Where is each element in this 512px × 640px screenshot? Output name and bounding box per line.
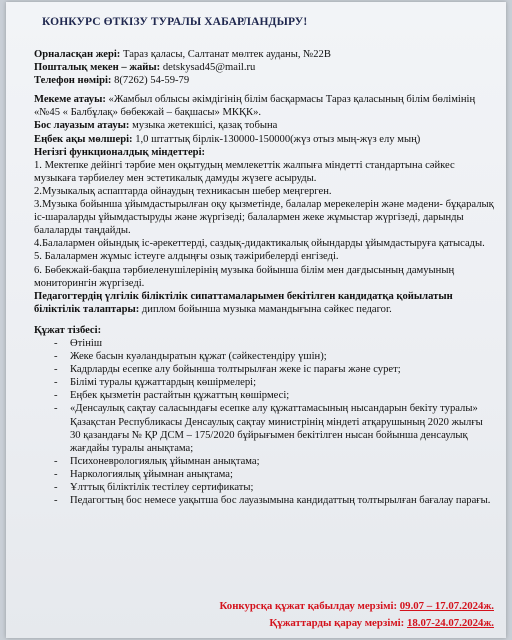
submission-deadline-label: Конкурсқа құжат қабылдау мерзімі: bbox=[219, 600, 398, 612]
doc-item: - Кадрларды есепке алу бойынша толтырылған жеке іс парағы және сурет; bbox=[54, 363, 494, 376]
phone-line bbox=[34, 74, 494, 87]
location-label: Орналасқан жері: bbox=[34, 49, 121, 60]
postal-line bbox=[34, 61, 494, 74]
announcement-body bbox=[34, 48, 494, 507]
location-value: Тараз қаласы, Салтанат мөлтек ауданы, №22В bbox=[122, 49, 331, 60]
docs-list bbox=[34, 337, 494, 507]
duties-heading: Негізгі функционалдық міндеттері: bbox=[34, 146, 206, 158]
duty-item: 3.Музыка бойынша ұйымдастырылған оқу қызметінде, балалар мерекелерін және мәдени- бұқаралық іс-шараларды ұйымдастыруды және жүргізеді; балалармен жеке жұмыстар жүргізеді, дарынды балаларды таңдайды. bbox=[34, 199, 494, 237]
duty-item: 5. Балалармен жұмыс істеуге алдыңғы озық тәжірибелерді енгізеді. bbox=[34, 251, 339, 263]
org-label: Мекеме атауы: bbox=[34, 94, 106, 106]
duty-item: 2.Музыкалық аспаптарда ойнаудың техникасын шебер меңгерген. bbox=[34, 185, 332, 197]
submission-deadline-date: 09.07 – 17.07.2024ж. bbox=[399, 600, 494, 612]
doc-item: - Наркологиялық ұйымнан анықтама; bbox=[54, 468, 494, 481]
docs-heading: Құжат тізбесі: bbox=[34, 324, 102, 336]
duty-item: 4.Балалармен ойындық іс-әрекеттерді, саздық-дидактикалық ойындарды ұйымдастыруға қатысады. bbox=[34, 238, 485, 250]
phone-label: Телефон нөмірі: bbox=[34, 75, 112, 87]
qualification-value: диплом бойынша музыка мамандығына сәйкес педагог. bbox=[141, 303, 392, 315]
review-deadline bbox=[269, 617, 494, 629]
doc-item: - Өтініш bbox=[54, 337, 494, 350]
submission-deadline bbox=[220, 600, 494, 612]
org-value: «Жамбыл облысы әкімдігінің білім басқармасы Тараз қаласының білім бөлімінің «№45 « Балбұлақ» бөбекжай – бақшасы» МКҚК». bbox=[34, 94, 476, 119]
salary-line bbox=[34, 133, 494, 146]
qualification-label: Педагогтердің үлгілік біліктілік сипаттамаларымен бекітілген кандидатқа қойылатын біліктілік талаптары: bbox=[34, 290, 453, 315]
vacancy-value: музыка жетекшісі, қазақ тобына bbox=[132, 120, 278, 132]
review-deadline-date: 18.07-24.07.2024ж. bbox=[406, 617, 494, 629]
salary-value: 1,0 штаттық бірлік-130000-150000(жүз отыз мың-жүз елу мың) bbox=[135, 133, 421, 145]
doc-item: - Білімі туралы құжаттардың көшірмелері; bbox=[54, 376, 494, 389]
phone-value: 8(7262) 54-59-79 bbox=[114, 75, 190, 87]
announcement-sheet bbox=[6, 2, 506, 638]
qualification-line bbox=[34, 290, 494, 316]
location-line bbox=[34, 48, 494, 61]
doc-item: - Ұлттық біліктілік тестілеу сертификаты; bbox=[54, 481, 494, 494]
doc-item: - Жеке басын куәландыратын құжат (сәйкестендіру үшін); bbox=[54, 350, 494, 363]
org-line bbox=[34, 93, 494, 119]
doc-item: - Педагогтың бос немесе уақытша бос лауазымына кандидаттың толтырылған бағалау парағы. bbox=[54, 494, 494, 507]
duty-item: 1. Мектепке дейінгі тәрбие мен оқытудың мемлекеттік жалпыға міндетті стандартына сәйкес музыкаға тәрбиелеу мен эстетикалық дамуды жүзеге асыруды. bbox=[34, 159, 455, 184]
announcement-title: КОНКУРС ӨТКІЗУ ТУРАЛЫ ХАБАРЛАНДЫРУ! bbox=[42, 16, 308, 28]
review-deadline-label: Құжаттарды қарау мерзімі: bbox=[269, 617, 405, 629]
postal-value: detskysad45@mail.ru bbox=[162, 62, 256, 74]
doc-item: - «Денсаулық сақтау саласындағы есепке алу құжаттамасының нысандарын бекіту туралы» Қазақстан Республикасы Денсаулық сақтау министрінің міндеті атқарушының 2020 жылғы 30 қазандағы № ҚР ДСМ – 175/2020 бұйрығымен бекітілген нысан бойынша денсаулық жағдайы туралы анықтама; bbox=[54, 402, 494, 454]
duty-item: 6. Бөбекжай-бақша тәрбиеленушілерінің музыка бойынша білім мен дағдысының дамуының мониторингін жүргізеді. bbox=[34, 264, 455, 289]
postal-label: Пошталық мекен – жайы: bbox=[34, 62, 161, 74]
vacancy-label: Бос лауазым атауы: bbox=[34, 120, 130, 132]
salary-label: Еңбек ақы мөлшері: bbox=[34, 133, 133, 145]
doc-item: - Психоневрологиялық ұйымнан анықтама; bbox=[54, 455, 494, 468]
doc-item: - Еңбек қызметін растайтын құжаттың көшірмесі; bbox=[54, 389, 494, 402]
vacancy-line bbox=[34, 119, 494, 132]
